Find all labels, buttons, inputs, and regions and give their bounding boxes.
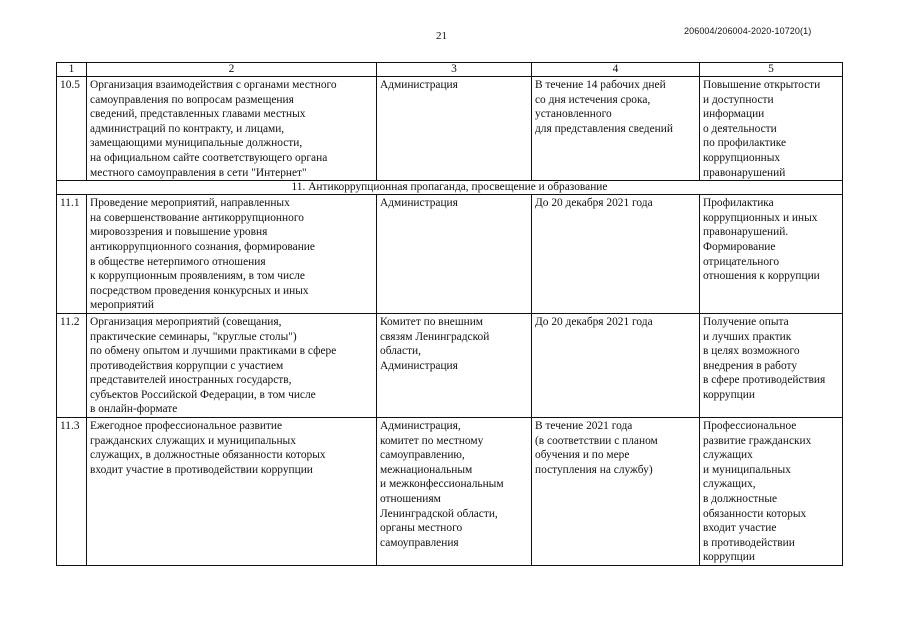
result-cell xyxy=(700,418,843,566)
cell-line: коррупционных xyxy=(703,151,781,164)
cell-line: в онлайн-формате xyxy=(90,403,178,416)
table-row xyxy=(57,313,843,417)
cell-line: В течение 14 рабочих дней xyxy=(535,79,666,91)
cell-line: (в соответствии с планом xyxy=(535,434,658,447)
cell-line: служащих xyxy=(703,449,753,462)
row-number: 11.3 xyxy=(57,418,87,566)
cell-line: Повышение открытости xyxy=(703,79,821,91)
activity-cell xyxy=(87,77,377,181)
cell-line: коррупции xyxy=(703,551,755,564)
table-row xyxy=(57,418,843,566)
result-cell xyxy=(700,195,843,314)
cell-line: Комитет по внешним xyxy=(380,315,484,328)
cell-line: в обществе нетерпимого отношения xyxy=(90,255,266,268)
cell-line: по профилактике xyxy=(703,137,787,150)
cell-line: и доступности xyxy=(703,93,774,106)
deadline-cell xyxy=(532,313,700,417)
cell-line: Ежегодное профессиональное развитие xyxy=(90,420,283,433)
header-cell-5: 5 xyxy=(700,63,843,77)
cell-line: в должностные xyxy=(703,493,778,506)
cell-line: Администрация, xyxy=(380,420,461,433)
executor-cell xyxy=(377,195,532,314)
cell-line: правонарушений. xyxy=(703,226,789,239)
cell-line: отрицательного xyxy=(703,255,780,268)
cell-line: Организация взаимодействия с органами местного xyxy=(90,79,337,91)
activity-cell xyxy=(87,313,377,417)
header-cell-4: 4 xyxy=(532,63,700,77)
result-cell xyxy=(700,77,843,181)
cell-line: развитие гражданских xyxy=(703,434,812,447)
cell-line: обучения и по мере xyxy=(535,449,630,462)
cell-line: органы местного xyxy=(380,522,463,535)
cell-line: отношениям xyxy=(380,493,441,506)
cell-line: сведений, представленных главами местных xyxy=(90,108,306,121)
cell-line: Проведение мероприятий, направленных xyxy=(90,197,290,210)
cell-line: в целях возможного xyxy=(703,345,800,358)
cell-line: на официальном сайте соответствующего органа xyxy=(90,151,328,164)
result-cell xyxy=(700,313,843,417)
cell-line: и муниципальных xyxy=(703,463,791,476)
cell-line: Формирование xyxy=(703,240,776,253)
cell-line: замещающими муниципальные должности, xyxy=(90,137,303,150)
cell-line: мероприятий xyxy=(90,299,154,312)
cell-line: комитет по местному xyxy=(380,434,484,447)
cell-line: самоуправления xyxy=(380,536,459,549)
cell-line: к коррупционным проявлениям, в том числе xyxy=(90,270,305,283)
cell-line: служащих, в должностные обязанности которых xyxy=(90,449,326,462)
cell-line: правонарушений xyxy=(703,166,786,179)
cell-line: информации xyxy=(703,108,765,121)
cell-line: местного самоуправления в сети "Интернет" xyxy=(90,166,307,179)
cell-line: отношения к коррупции xyxy=(703,270,820,283)
cell-line: внедрения в работу xyxy=(703,359,798,372)
executor-cell xyxy=(377,313,532,417)
cell-line: субъектов Российской Федерации, в том числе xyxy=(90,388,316,401)
row-number: 11.1 xyxy=(57,195,87,314)
executor-cell xyxy=(377,418,532,566)
cell-line: Получение опыта xyxy=(703,315,789,328)
cell-line: для представления сведений xyxy=(535,122,673,135)
deadline-cell xyxy=(532,418,700,566)
cell-line: области, xyxy=(380,345,421,358)
cell-line: коррупции xyxy=(703,388,755,401)
deadline-cell xyxy=(532,195,700,314)
activity-cell xyxy=(87,195,377,314)
cell-line: практические семинары, "круглые столы") xyxy=(90,330,297,343)
measures-table xyxy=(56,62,843,566)
cell-line: Администрация xyxy=(380,79,458,91)
section-row xyxy=(57,181,843,195)
cell-line: До 20 декабря 2021 года xyxy=(535,197,653,210)
row-number: 11.2 xyxy=(57,313,87,417)
executor-cell xyxy=(377,77,532,181)
cell-line: со дня истечения срока, xyxy=(535,93,651,106)
section-title: 11. Антикоррупционная пропаганда, просвещение и образование xyxy=(57,181,843,195)
cell-line: Ленинградской области, xyxy=(380,507,498,520)
cell-line: установленного xyxy=(535,108,612,121)
row-number: 10.5 xyxy=(57,77,87,181)
cell-line: служащих, xyxy=(703,478,756,491)
activity-cell xyxy=(87,418,377,566)
page-number: 21 xyxy=(436,30,447,42)
cell-line: Профилактика xyxy=(703,197,774,210)
deadline-cell xyxy=(532,77,700,181)
cell-line: В течение 2021 года xyxy=(535,420,633,433)
cell-line: по обмену опытом и лучшими практиками в сфере xyxy=(90,345,337,358)
cell-line: в сфере противодействия xyxy=(703,374,826,387)
cell-line: мировоззрения и повышение уровня xyxy=(90,226,268,239)
cell-line: представителей иностранных государств, xyxy=(90,374,292,387)
cell-line: посредством проведения конкурсных и иных xyxy=(90,284,309,297)
cell-line: противодействия коррупции с участием xyxy=(90,359,284,372)
cell-line: Администрация xyxy=(380,359,458,372)
cell-line: обязанности которых xyxy=(703,507,807,520)
cell-line: коррупционных и иных xyxy=(703,211,818,224)
cell-line: и межконфессиональным xyxy=(380,478,504,491)
header-cell-3: 3 xyxy=(377,63,532,77)
cell-line: гражданских служащих и муниципальных xyxy=(90,434,296,447)
header-cell-2: 2 xyxy=(87,63,377,77)
cell-line: самоуправления по вопросам размещения xyxy=(90,93,294,106)
cell-line: поступления на службу) xyxy=(535,463,653,476)
cell-line: связям Ленинградской xyxy=(380,330,490,343)
cell-line: Профессиональное xyxy=(703,420,797,433)
document-code: 206004/206004-2020-10720(1) xyxy=(684,26,812,36)
cell-line: До 20 декабря 2021 года xyxy=(535,315,653,328)
cell-line: входит участие в противодействии коррупции xyxy=(90,463,313,476)
cell-line: в противодействии xyxy=(703,536,795,549)
cell-line: межнациональным xyxy=(380,463,473,476)
cell-line: администраций по контракту, и лицами, xyxy=(90,122,285,135)
table-row xyxy=(57,195,843,314)
cell-line: Организация мероприятий (совещания, xyxy=(90,315,282,328)
cell-line: на совершенствование антикоррупционного xyxy=(90,211,304,224)
table-header-row xyxy=(57,63,843,77)
cell-line: самоуправлению, xyxy=(380,449,465,462)
cell-line: Администрация xyxy=(380,197,458,210)
cell-line: и лучших практик xyxy=(703,330,792,343)
cell-line: антикоррупционного сознания, формирование xyxy=(90,240,315,253)
cell-line: о деятельности xyxy=(703,122,777,135)
header-cell-1: 1 xyxy=(57,63,87,77)
cell-line: входит участие xyxy=(703,522,777,535)
table-row xyxy=(57,77,843,181)
